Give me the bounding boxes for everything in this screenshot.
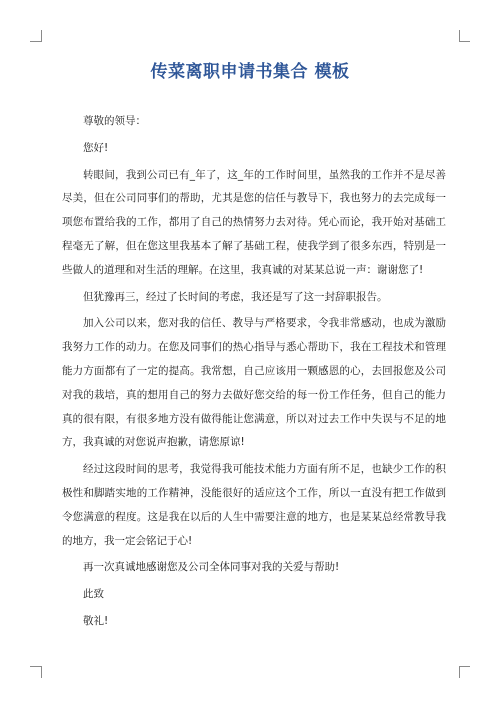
document-title: 传菜离职申请书集合 模板 bbox=[150, 62, 350, 82]
paragraph-2: 但犹豫再三，经过了长时间的考虑，我还是写了这一封辞职报告。 bbox=[83, 290, 388, 303]
closing-line-1: 此致 bbox=[83, 588, 104, 601]
greeting: 您好! bbox=[83, 141, 109, 154]
document-body bbox=[62, 110, 446, 637]
salutation: 尊敬的领导： bbox=[83, 115, 146, 127]
paragraph-4: 经过这段时间的思考，我觉得我可能技术能力方面有所不足，也缺少工作的积极性和脚踏实地的工作精神，没能很好的适应这个工作，所以一直没有把工作做到令您满意的程度。这是我在以后的人生中需要注意的地方，也是某某总经常教导我的地方，我一定会铭记于心! bbox=[62, 463, 446, 547]
paragraph-1: 转眼间，我到公司已有_年了，这_年的工作时间里，虽然我的工作并不是尽善尽美，但在公司同事们的帮助，尤其是您的信任与教导下，我也努力的去完成每一项您布置给我的工作，都用了自己的热情努力去对待。凭心而论，我开始对基础工程毫无了解，但在您这里我基本了解了基础工程，使我学到了很多东西，特别是一些做人的道理和对生活的理解。在这里，我真诚的对某某总说一声：谢谢您了! bbox=[62, 168, 446, 276]
closing-line-2: 敬礼! bbox=[83, 614, 109, 627]
paragraph-3: 加入公司以来，您对我的信任、教导与严格要求，令我非常感动，也成为激励我努力工作的动力。在您及同事们的热心指导与悉心帮助下，我在工程技术和管理能力方面都有了一定的提高。我常想，自己应该用一颗感恩的心，去回报您及公司对我的栽培，真的想用自己的努力去做好您交给的每一份工作任务，但自己的能力真的很有限，有很多地方没有做得能让您满意，所以对过去工作中失误与不足的地方，我真诚的对您说声抱歉，请您原谅! bbox=[62, 317, 446, 449]
paragraph-5: 再一次真诚地感谢您及公司全体同事对我的关爱与帮助! bbox=[83, 561, 340, 574]
